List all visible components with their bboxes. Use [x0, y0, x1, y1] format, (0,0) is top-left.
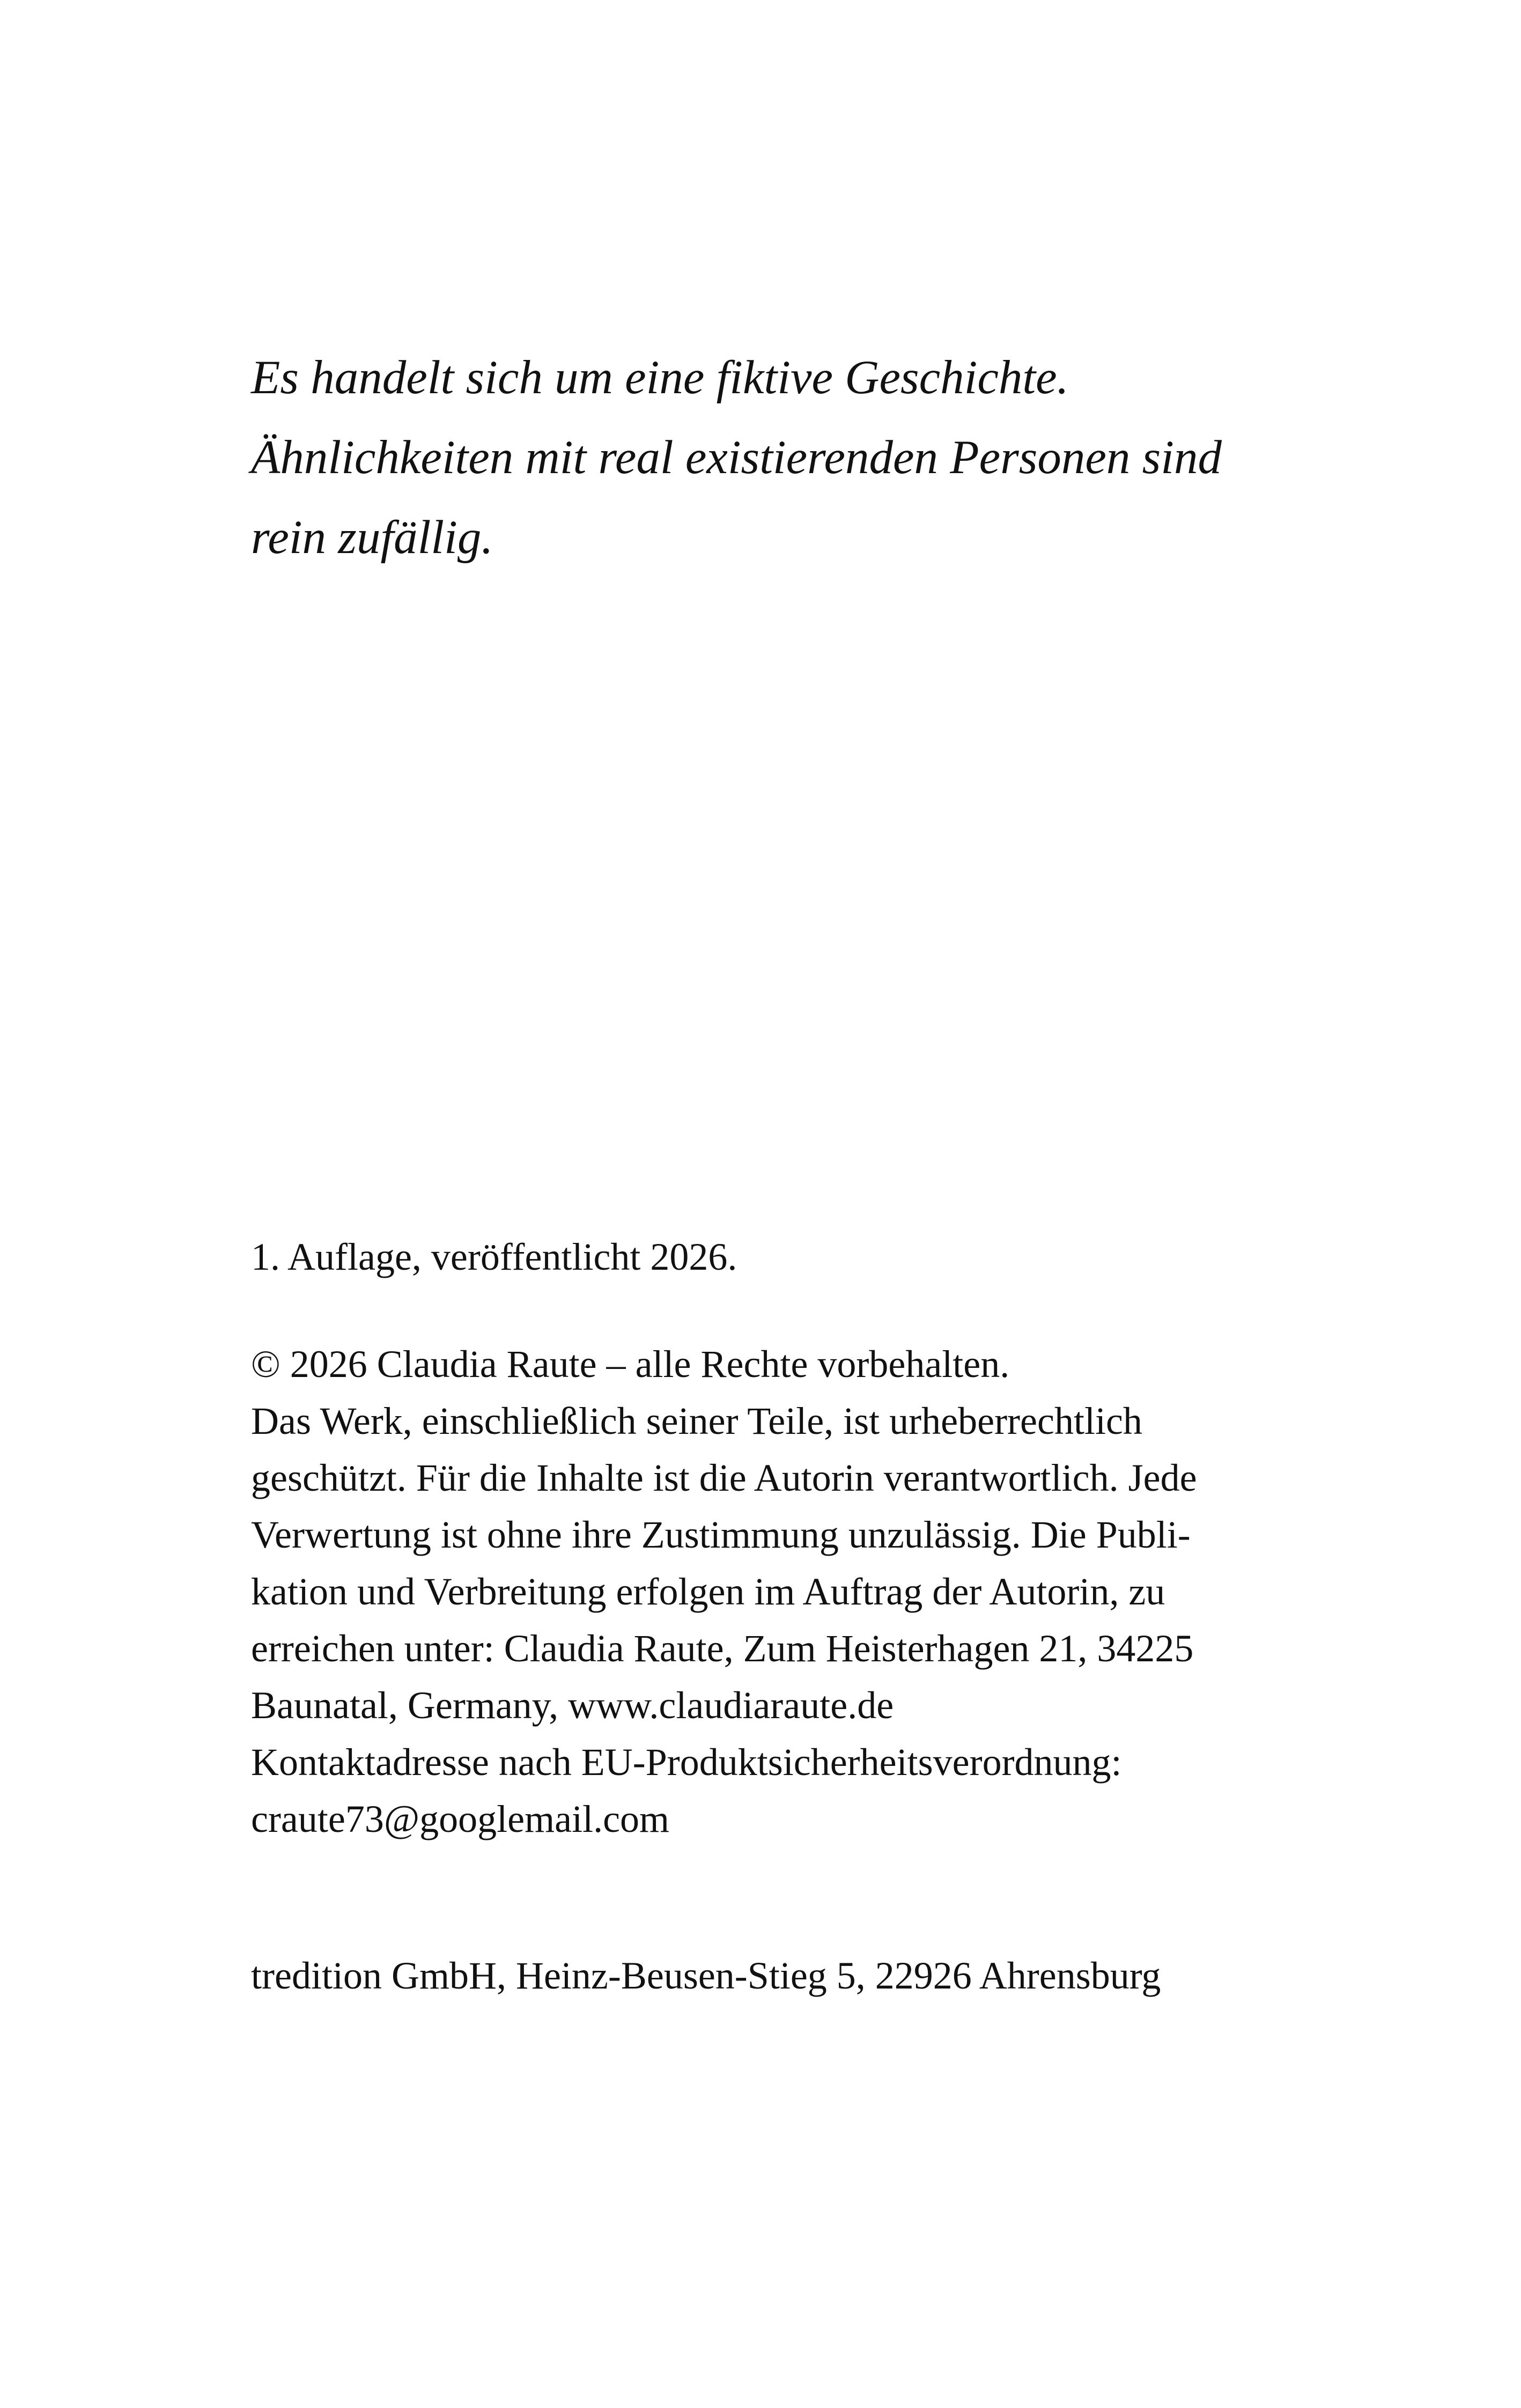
copyright-line: erreichen unter: Claudia Raute, Zum Heisterhagen 21, 34225: [251, 1627, 1194, 1670]
copyright-line: Baunatal, Germany, www.claudiaraute.de: [251, 1684, 894, 1727]
disclaimer-line: rein zufällig.: [251, 511, 493, 564]
fiction-disclaimer: [251, 338, 1324, 578]
disclaimer-line: Ähnlichkeiten mit real existierenden Personen sind: [251, 431, 1222, 484]
copyright-line: Verwertung ist ohne ihre Zustimmung unzulässig. Die Publi-: [251, 1513, 1191, 1556]
edition-line: 1. Auflage, veröffentlicht 2026.: [251, 1235, 737, 1278]
copyright-line: kation und Verbreitung erfolgen im Auftrag der Autorin, zu: [251, 1570, 1165, 1613]
copyright-line: Das Werk, einschließlich seiner Teile, ist urheberrechtlich: [251, 1400, 1142, 1442]
copyright-line: geschützt. Für die Inhalte ist die Autorin verantwortlich. Jede: [251, 1456, 1197, 1499]
publisher-address: [251, 1947, 1324, 2004]
copyright-line: Kontaktadresse nach EU-Produktsicherheitsverordnung:: [251, 1741, 1122, 1784]
contact-email: craute73@googlemail.com: [251, 1798, 670, 1840]
disclaimer-line: Es handelt sich um eine fiktive Geschichte.: [251, 351, 1069, 404]
edition-notice: [251, 1228, 1324, 1285]
publisher-line: tredition GmbH, Heinz-Beusen-Stieg 5, 22926 Ahrensburg: [251, 1954, 1161, 1997]
copyright-line: © 2026 Claudia Raute – alle Rechte vorbehalten.: [251, 1343, 1010, 1386]
copyright-notice: [251, 1336, 1324, 1847]
